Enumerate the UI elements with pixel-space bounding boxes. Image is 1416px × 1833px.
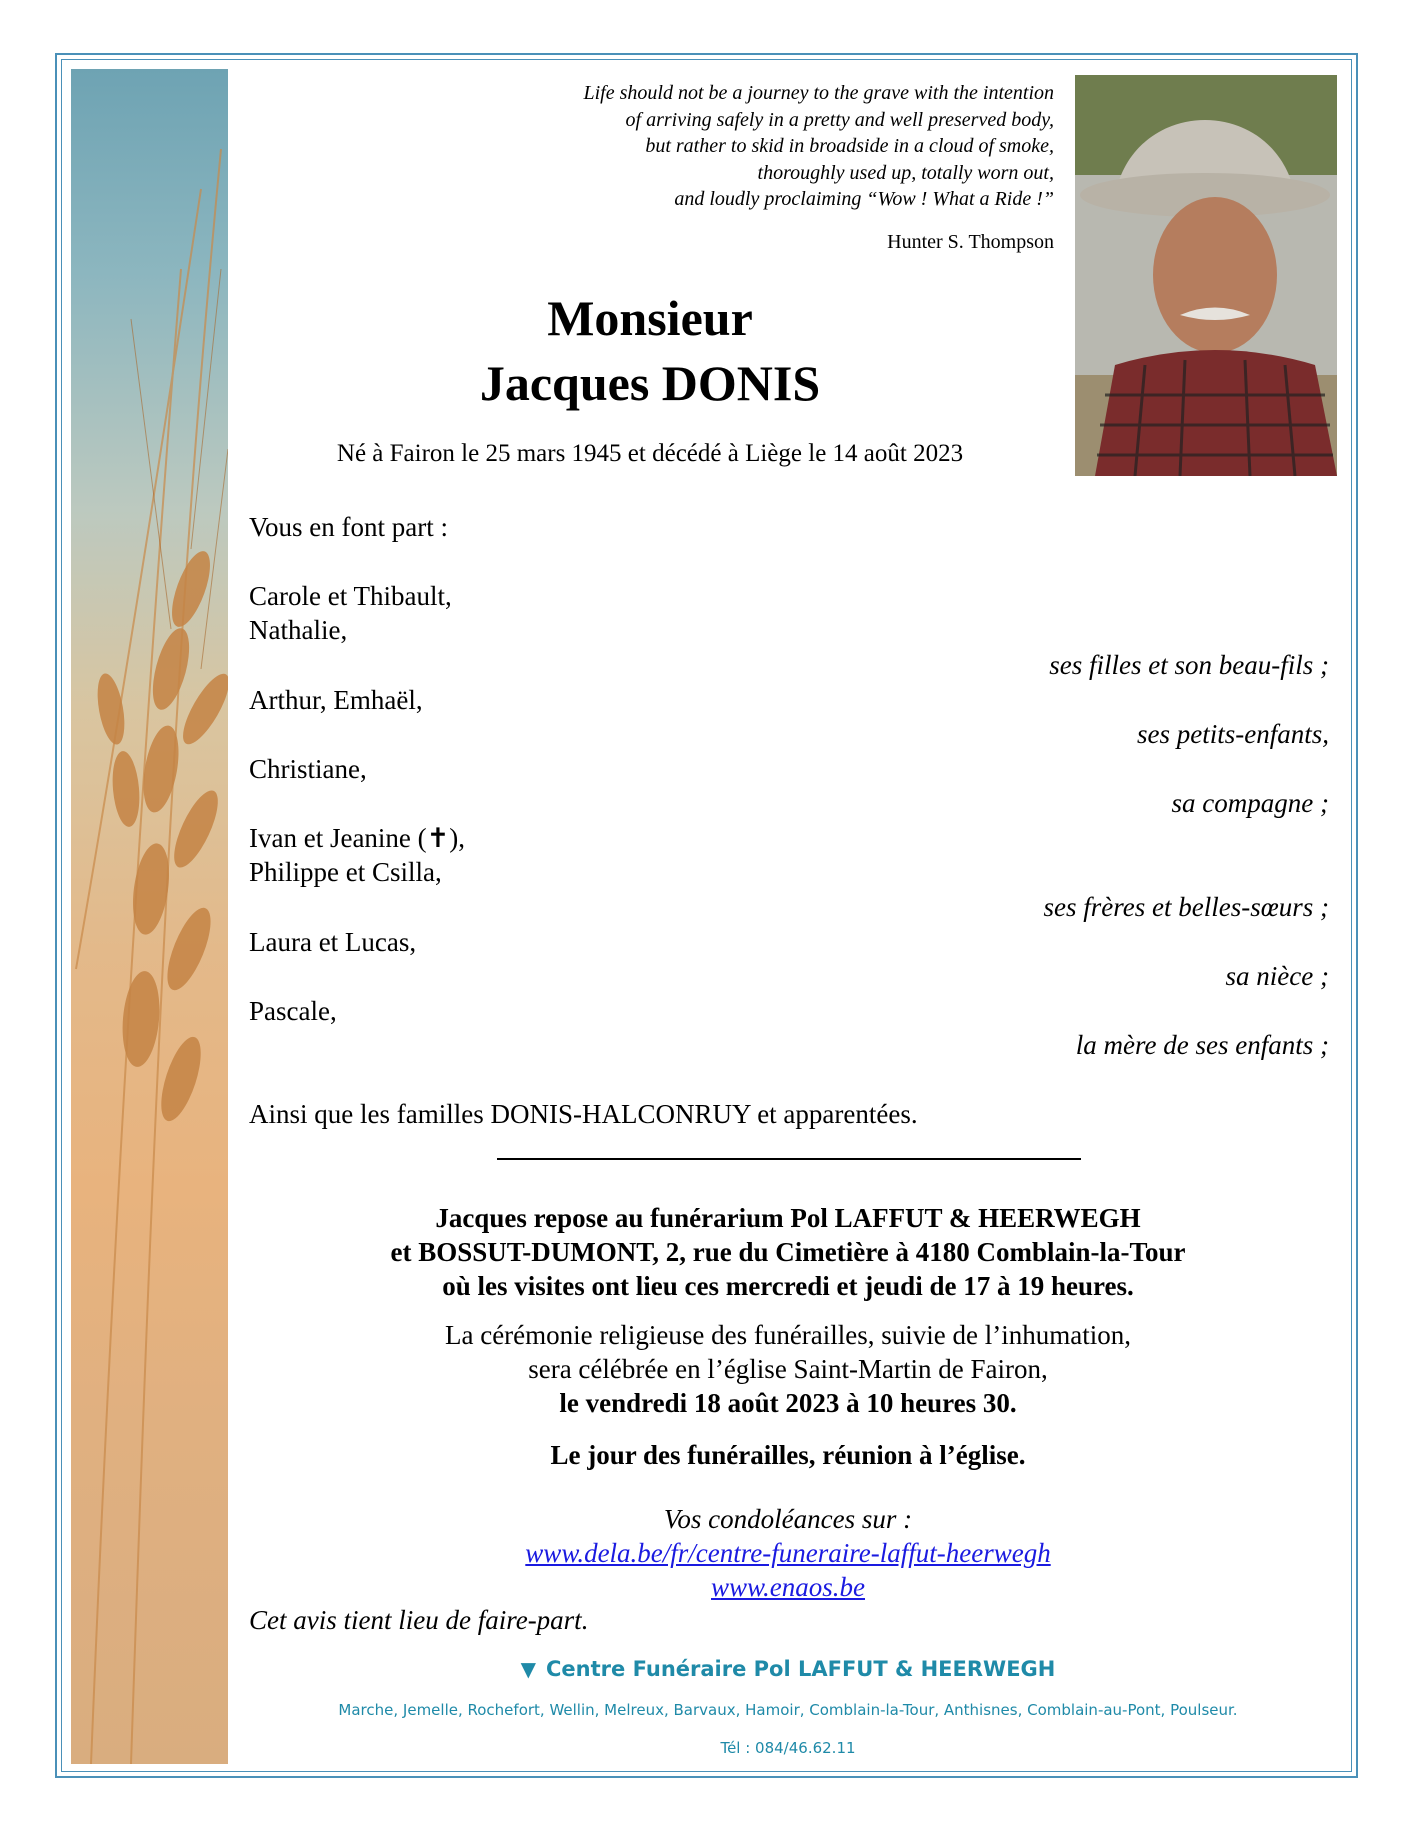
divider-line <box>497 1158 1081 1160</box>
ceremony-line: sera célébrée en l’église Saint-Martin de Fairon, <box>528 1354 1048 1384</box>
condolences-label: Vos condoléances sur : <box>663 1504 913 1534</box>
family-line: Arthur, Emhaël, <box>249 685 423 715</box>
family-relation: sa compagne ; <box>1171 788 1329 818</box>
family-line: Carole et Thibault, <box>249 581 452 611</box>
ceremony-date: le vendredi 18 août 2023 à 10 heures 30. <box>559 1388 1017 1418</box>
announce-text: Vous en font part : <box>249 512 448 542</box>
quote-line: of arriving safely in a pretty and well preserved body, <box>625 108 1054 131</box>
triangle-down-icon: ▼ <box>520 1657 537 1681</box>
family-line: Philippe et Csilla, <box>249 857 442 887</box>
family-relation: sa nièce ; <box>1225 961 1329 991</box>
quote <box>440 80 1054 213</box>
family-relation: ses petits-enfants, <box>1137 719 1329 749</box>
portrait-photo <box>1075 75 1337 476</box>
wheat-image <box>71 69 228 1764</box>
also-families: Ainsi que les familles DONIS-HALCONRUY et apparentées. <box>249 1099 918 1129</box>
condolences-link-dela[interactable] <box>230 1536 1346 1570</box>
condolences-link-enaos[interactable] <box>230 1570 1346 1604</box>
family-line: Laura et Lucas, <box>249 927 417 957</box>
notice-text: Cet avis tient lieu de faire-part. <box>249 1605 589 1635</box>
quote-line: Life should not be a journey to the grave with the intention <box>583 82 1054 104</box>
family-relation: la mère de ses enfants ; <box>1075 1030 1329 1060</box>
footer-company <box>230 1657 1346 1681</box>
link-text[interactable]: www.enaos.be <box>711 1572 865 1602</box>
link-text[interactable]: www.dela.be/fr/centre-funeraire-laffut-heerwegh <box>525 1538 1051 1568</box>
family-relation: ses filles et son beau-fils ; <box>1049 650 1329 680</box>
quote-line: but rather to skid in broadside in a cloud of smoke, <box>645 135 1054 157</box>
quote-line: and loudly proclaiming “Wow ! What a Ride !” <box>674 188 1054 210</box>
deceased-title: Monsieur <box>547 290 753 346</box>
ceremony-line: La cérémonie religieuse des funérailles, suivie de l’inhumation, <box>444 1320 1131 1350</box>
footer-company-name: Centre Funéraire Pol LAFFUT & HEERWEGH <box>546 1657 1056 1681</box>
footer-locations: Marche, Jemelle, Rochefort, Wellin, Melreux, Barvaux, Hamoir, Comblain-la-Tour, Anthisnes, Comblain-au-Pont, Poulseur. <box>338 1701 1238 1719</box>
family-line: Ivan et Jeanine (✝), <box>249 823 466 853</box>
quote-author: Hunter S. Thompson <box>887 231 1054 253</box>
footer-phone: Tél : 084/46.62.11 <box>720 1739 856 1757</box>
repose-line: où les visites ont lieu ces mercredi et jeudi de 17 à 19 heures. <box>442 1271 1134 1301</box>
family-relation: ses frères et belles-sœurs ; <box>1043 892 1329 922</box>
family-line: Nathalie, <box>249 615 348 645</box>
family-line: Christiane, <box>249 754 367 784</box>
birth-death-dates: Né à Fairon le 25 mars 1945 et décédé à Liège le 14 août 2023 <box>336 440 964 467</box>
quote-line: thoroughly used up, totally worn out, <box>757 161 1054 184</box>
deceased-name: Jacques DONIS <box>479 355 821 411</box>
meeting-note: Le jour des funérailles, réunion à l’église. <box>550 1440 1026 1470</box>
repose-line: et BOSSUT-DUMONT, 2, rue du Cimetière à 4180 Comblain-la-Tour <box>390 1237 1186 1267</box>
family-line: Pascale, <box>249 996 337 1026</box>
repose-line: Jacques repose au funérarium Pol LAFFUT & HEERWEGH <box>435 1203 1141 1233</box>
